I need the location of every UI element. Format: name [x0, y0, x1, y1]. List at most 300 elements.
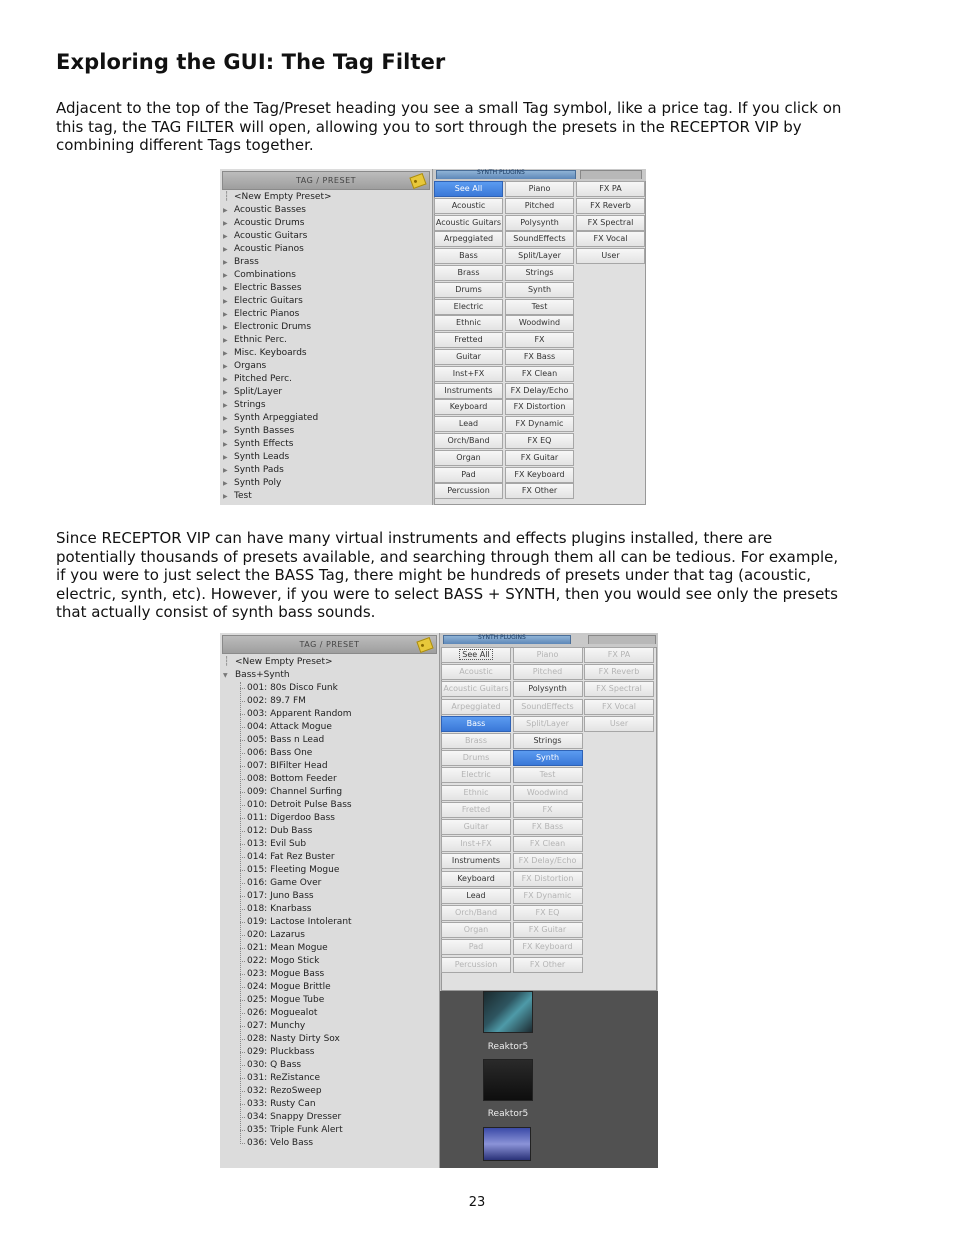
- tag-label: Guitar: [456, 352, 481, 361]
- tag-label: Acoustic Guitars: [443, 684, 509, 694]
- tag-button[interactable]: [513, 664, 583, 680]
- preset-category-item[interactable]: [220, 321, 432, 334]
- tag-label: Test: [539, 770, 556, 780]
- tag-label: FX Spectral: [587, 217, 634, 227]
- tag-button[interactable]: [434, 299, 503, 315]
- tag-label: Inst+FX: [460, 839, 492, 849]
- tag-button[interactable]: [584, 681, 654, 697]
- category-label: Acoustic Guitars: [234, 231, 308, 241]
- tag-filter-icon[interactable]: [416, 637, 433, 653]
- category-label: Electronic Drums: [234, 322, 312, 332]
- preset-category-item[interactable]: [220, 256, 432, 269]
- effects-tab[interactable]: [588, 635, 656, 644]
- tag-label: FX EQ: [527, 436, 552, 445]
- tag-button[interactable]: [513, 767, 583, 783]
- tree-branch-line: [240, 740, 245, 741]
- preset-label: 005: Bass n Lead: [247, 735, 325, 745]
- preset-label: 029: Pluckbass: [247, 1047, 315, 1057]
- tag-label: Electric: [461, 770, 491, 780]
- tree-branch-line: [240, 792, 245, 793]
- preset-category-item[interactable]: [220, 425, 432, 438]
- preset-item[interactable]: [220, 838, 439, 851]
- tag-label: FX Reverb: [590, 200, 631, 210]
- preset-children: [220, 682, 439, 1150]
- item-label: <New Empty Preset>: [235, 657, 333, 667]
- preset-item[interactable]: [220, 1085, 439, 1098]
- preset-label: 012: Dub Bass: [247, 826, 313, 836]
- tag-button[interactable]: [513, 733, 583, 749]
- expand-arrow-icon: ▶: [223, 246, 228, 253]
- effects-tab[interactable]: [580, 170, 642, 179]
- tag-filter-screenshot-1: [220, 169, 646, 505]
- expand-arrow-icon: ▶: [223, 402, 228, 409]
- tag-button[interactable]: [576, 198, 645, 214]
- preset-item[interactable]: [220, 1046, 439, 1059]
- tag-label: Piano: [536, 650, 559, 659]
- tag-button[interactable]: [505, 248, 574, 264]
- tag-button[interactable]: [441, 716, 511, 732]
- tag-button[interactable]: [505, 332, 574, 348]
- tag-label: Drums: [455, 284, 482, 294]
- preset-category-item[interactable]: [220, 269, 432, 282]
- preset-label: 010: Detroit Pulse Bass: [247, 800, 352, 810]
- tag-button[interactable]: [576, 231, 645, 247]
- tag-button[interactable]: [513, 716, 583, 732]
- preset-item[interactable]: [220, 929, 439, 942]
- expand-arrow-icon: ▶: [223, 363, 228, 370]
- preset-category-item[interactable]: [220, 438, 432, 451]
- tag-button[interactable]: [434, 332, 503, 348]
- tag-button[interactable]: [584, 699, 654, 715]
- tree-branch-line: [240, 1026, 245, 1027]
- tree-branch-line: [240, 805, 245, 806]
- tag-label: Pad: [461, 469, 476, 479]
- folder-label: Bass+Synth: [235, 670, 290, 680]
- plugin-label: Reaktor5: [487, 1109, 529, 1119]
- tag-label: Instruments: [444, 385, 493, 395]
- category-label: Synth Basses: [234, 426, 295, 436]
- tag-label: See All: [454, 184, 483, 193]
- tag-button[interactable]: [434, 433, 503, 449]
- reaktor5-thumbnail[interactable]: [483, 1059, 533, 1101]
- tree-branch-line: [240, 1104, 245, 1105]
- tag-button[interactable]: [584, 664, 654, 680]
- tag-button[interactable]: [441, 871, 511, 887]
- tag-button[interactable]: [441, 888, 511, 904]
- tag-button[interactable]: [434, 231, 503, 247]
- preset-label: 004: Attack Mogue: [247, 722, 332, 732]
- tag-label: Polysynth: [528, 684, 567, 694]
- tree-branch-line: [240, 1091, 245, 1092]
- tag-label: Pad: [468, 942, 484, 952]
- preset-item[interactable]: [220, 903, 439, 916]
- tag-button[interactable]: [513, 922, 583, 938]
- preset-label: 017: Juno Bass: [247, 891, 314, 901]
- preset-item[interactable]: [220, 695, 439, 708]
- preset-item[interactable]: [220, 864, 439, 877]
- tag-label: FX Dynamic: [515, 419, 564, 429]
- tag-label: Orch/Band: [454, 908, 498, 917]
- tag-label: FX PA: [599, 184, 622, 193]
- tag-label: Brass: [457, 268, 480, 277]
- tag-label: FX PA: [607, 650, 631, 659]
- new-empty-preset-item[interactable]: [220, 191, 432, 204]
- synth-plugins-tab-label: SYNTH PLUGINS: [477, 169, 525, 176]
- tag-button[interactable]: [441, 750, 511, 766]
- tag-button[interactable]: [584, 716, 654, 732]
- tag-button[interactable]: [505, 450, 574, 466]
- preset-category-item[interactable]: [220, 230, 432, 243]
- tag-button[interactable]: [513, 681, 583, 697]
- new-empty-preset-item[interactable]: [220, 656, 439, 669]
- tree-branch-line: [240, 753, 245, 754]
- expand-arrow-icon: ▶: [223, 259, 228, 266]
- synth-plugins-tab[interactable]: [436, 170, 576, 179]
- preset-category-item[interactable]: [220, 334, 432, 347]
- preset-label: 020: Lazarus: [247, 930, 305, 940]
- tag-button[interactable]: [434, 416, 503, 432]
- tag-button[interactable]: [513, 888, 583, 904]
- preset-category-item[interactable]: [220, 360, 432, 373]
- category-label: Strings: [234, 400, 266, 410]
- preset-category-item[interactable]: [220, 308, 432, 321]
- tree-branch-line: [240, 701, 245, 702]
- tag-button[interactable]: [434, 366, 503, 382]
- preset-item[interactable]: [220, 916, 439, 929]
- tag-label: Split/Layer: [526, 718, 569, 728]
- tree-branch-line: [240, 922, 245, 923]
- tag-button[interactable]: [434, 215, 503, 231]
- preset-item[interactable]: [220, 1137, 439, 1150]
- expand-arrow-icon: ▶: [223, 376, 228, 383]
- tag-button[interactable]: [505, 181, 574, 197]
- tree-branch-line: [240, 909, 245, 910]
- tag-button[interactable]: [434, 265, 503, 281]
- category-label: Electric Basses: [234, 283, 302, 293]
- preset-item[interactable]: [220, 1007, 439, 1020]
- tag-label: FX: [542, 804, 553, 814]
- tag-button[interactable]: [505, 349, 574, 365]
- tag-button[interactable]: [505, 399, 574, 415]
- preset-item[interactable]: [220, 721, 439, 734]
- plugin-thumbnail[interactable]: [483, 1127, 531, 1161]
- tag-label: Guitar: [463, 822, 489, 831]
- tag-button[interactable]: [434, 198, 503, 214]
- tag-button[interactable]: [576, 181, 645, 197]
- tag-button[interactable]: [513, 785, 583, 801]
- tag-preset-panel: [220, 169, 433, 505]
- tag-button[interactable]: [441, 733, 511, 749]
- tag-button[interactable]: [505, 416, 574, 432]
- tag-button[interactable]: [434, 282, 503, 298]
- expand-arrow-icon: ▶: [223, 467, 228, 474]
- tag-label: FX Distortion: [521, 873, 574, 883]
- expand-arrow-icon: ▶: [223, 298, 228, 305]
- preset-category-list: [220, 191, 432, 503]
- tag-button[interactable]: [513, 699, 583, 715]
- preset-label: 023: Mogue Bass: [247, 969, 325, 979]
- tag-button[interactable]: [505, 467, 574, 483]
- preset-item[interactable]: [220, 708, 439, 721]
- preset-item[interactable]: [220, 799, 439, 812]
- tag-label: Organ: [463, 925, 489, 935]
- preset-category-item[interactable]: [220, 490, 432, 503]
- preset-item[interactable]: [220, 1111, 439, 1124]
- tag-button[interactable]: [441, 836, 511, 852]
- category-label: Acoustic Basses: [234, 205, 306, 215]
- preset-category-item[interactable]: [220, 399, 432, 412]
- tag-label: Fretted: [454, 335, 483, 345]
- preset-item[interactable]: [220, 1124, 439, 1137]
- tag-button[interactable]: [434, 483, 503, 499]
- tag-filter-grid-panel: [433, 169, 646, 505]
- tag-button[interactable]: [505, 433, 574, 449]
- tag-button[interactable]: [434, 399, 503, 415]
- expand-arrow-icon: ▶: [223, 428, 228, 435]
- expand-arrow-icon: ▶: [223, 207, 228, 214]
- preset-item[interactable]: [220, 1072, 439, 1085]
- tag-button[interactable]: [505, 366, 574, 382]
- tag-label: Keyboard: [457, 873, 495, 883]
- tag-button[interactable]: [505, 231, 574, 247]
- synth-plugins-tab[interactable]: [443, 635, 571, 644]
- tag-button[interactable]: [434, 383, 503, 399]
- tag-button[interactable]: [513, 905, 583, 921]
- preset-item[interactable]: [220, 890, 439, 903]
- tree-branch-line: [240, 844, 245, 845]
- filtered-preset-list: [220, 656, 439, 1150]
- tag-button[interactable]: [441, 785, 511, 801]
- expand-arrow-icon: ▶: [223, 441, 228, 448]
- tag-filter-grid-panel: [440, 633, 658, 1168]
- tag-button[interactable]: [434, 181, 503, 197]
- tag-button[interactable]: [505, 265, 574, 281]
- preset-item[interactable]: [220, 968, 439, 981]
- preset-item[interactable]: [220, 734, 439, 747]
- preset-item[interactable]: [220, 747, 439, 760]
- tag-button[interactable]: [434, 467, 503, 483]
- tag-button[interactable]: [441, 922, 511, 938]
- category-label: Split/Layer: [234, 387, 283, 397]
- preset-label: 015: Fleeting Mogue: [247, 865, 340, 875]
- tag-label: FX Clean: [521, 368, 558, 378]
- preset-label: 011: Digerdoo Bass: [247, 813, 335, 823]
- tag-label: FX Other: [529, 959, 566, 969]
- tag-button[interactable]: [434, 248, 503, 264]
- preset-label: 035: Triple Funk Alert: [247, 1125, 343, 1135]
- preset-category-item[interactable]: [220, 243, 432, 256]
- preset-category-item[interactable]: [220, 204, 432, 217]
- tag-button[interactable]: [441, 699, 511, 715]
- preset-item[interactable]: [220, 825, 439, 838]
- category-label: Electric Pianos: [234, 309, 300, 319]
- tree-branch-line: [240, 1078, 245, 1079]
- preset-label: 001: 80s Disco Funk: [247, 683, 338, 693]
- tag-button[interactable]: [513, 647, 583, 663]
- tree-branch-line: [240, 1143, 245, 1144]
- preset-category-item[interactable]: [220, 412, 432, 425]
- tag-label: FX Guitar: [520, 452, 559, 462]
- preset-category-item[interactable]: [220, 373, 432, 386]
- tag-preset-header: [222, 635, 437, 654]
- tag-button[interactable]: [434, 349, 503, 365]
- expand-arrow-icon: ▶: [223, 454, 228, 461]
- tag-button[interactable]: [434, 450, 503, 466]
- tag-label: Lead: [458, 419, 479, 429]
- preset-item[interactable]: [220, 1059, 439, 1072]
- tag-button[interactable]: [434, 315, 503, 331]
- preset-item[interactable]: [220, 1098, 439, 1111]
- preset-item[interactable]: [220, 1033, 439, 1046]
- tree-line-icon: ┆: [224, 657, 230, 667]
- preset-label: 033: Rusty Can: [247, 1099, 316, 1109]
- tree-branch-line: [240, 766, 245, 767]
- tag-button[interactable]: [441, 664, 511, 680]
- tag-button[interactable]: [513, 957, 583, 973]
- tag-label: Arpeggiated: [443, 234, 494, 244]
- tag-label: FX: [534, 335, 545, 345]
- tag-button[interactable]: [505, 198, 574, 214]
- page-number: 23: [468, 1195, 486, 1210]
- preset-category-item[interactable]: [220, 477, 432, 490]
- tag-button[interactable]: [576, 248, 645, 264]
- preset-category-item[interactable]: [220, 386, 432, 399]
- tag-button[interactable]: [505, 299, 574, 315]
- tag-label: FX Bass: [523, 352, 556, 361]
- reaktor5-thumbnail[interactable]: [483, 991, 533, 1033]
- tag-label: FX Other: [521, 486, 558, 496]
- tag-button[interactable]: [441, 853, 511, 869]
- preset-item[interactable]: [220, 942, 439, 955]
- preset-category-item[interactable]: [220, 282, 432, 295]
- tag-button[interactable]: [505, 215, 574, 231]
- preset-label: 022: Mogo Stick: [247, 956, 320, 966]
- tag-label: FX Clean: [529, 839, 566, 849]
- tree-branch-line: [240, 1130, 245, 1131]
- tag-label: FX Vocal: [602, 701, 636, 711]
- preset-label: 002: 89.7 FM: [247, 696, 306, 706]
- tree-branch-line: [240, 948, 245, 949]
- category-label: Synth Effects: [234, 439, 294, 449]
- tag-label: FX Delay/Echo: [510, 385, 569, 395]
- preset-label: 003: Apparent Random: [247, 709, 352, 719]
- expand-arrow-icon: ▶: [223, 350, 228, 357]
- preset-item[interactable]: [220, 851, 439, 864]
- tag-button[interactable]: [441, 767, 511, 783]
- tag-button[interactable]: [441, 905, 511, 921]
- tag-button[interactable]: [513, 939, 583, 955]
- tree-branch-line: [240, 974, 245, 975]
- preset-item[interactable]: [220, 994, 439, 1007]
- tree-branch-line: [240, 1000, 245, 1001]
- preset-item[interactable]: [220, 786, 439, 799]
- preset-label: 018: Knarbass: [247, 904, 312, 914]
- expand-arrow-icon: ▶: [223, 389, 228, 396]
- tag-label: SoundEffects: [513, 234, 566, 244]
- preset-item[interactable]: [220, 955, 439, 968]
- category-label: Brass: [234, 257, 259, 267]
- tag-button[interactable]: [584, 647, 654, 663]
- bass-synth-folder[interactable]: [220, 669, 439, 682]
- tree-line-icon: ┆: [224, 192, 230, 202]
- plugin-browser: [440, 991, 658, 1168]
- tag-button[interactable]: [505, 483, 574, 499]
- tag-button[interactable]: [505, 383, 574, 399]
- preset-category-item[interactable]: [220, 464, 432, 477]
- tree-branch-line: [240, 857, 245, 858]
- tag-button[interactable]: [441, 802, 511, 818]
- preset-label: 027: Munchy: [247, 1021, 306, 1031]
- tag-label: Organ: [456, 452, 481, 462]
- tag-label: Bass: [459, 251, 478, 261]
- tag-button[interactable]: [441, 819, 511, 835]
- tag-preset-panel: [220, 633, 440, 1168]
- tag-label: Ethnic: [463, 787, 489, 797]
- tag-button[interactable]: [513, 871, 583, 887]
- preset-label: 013: Evil Sub: [247, 839, 307, 849]
- preset-item[interactable]: [220, 877, 439, 890]
- preset-label: 021: Mean Mogue: [247, 943, 328, 953]
- preset-label: 016: Game Over: [247, 878, 322, 888]
- tag-button[interactable]: [513, 836, 583, 852]
- tag-button[interactable]: [513, 802, 583, 818]
- tag-label: Inst+FX: [452, 368, 485, 378]
- tree-branch-line: [240, 688, 245, 689]
- tag-label: Strings: [525, 268, 554, 277]
- preset-item[interactable]: [220, 682, 439, 695]
- tag-button[interactable]: [505, 282, 574, 298]
- tag-button[interactable]: [441, 681, 511, 697]
- preset-category-item[interactable]: [220, 295, 432, 308]
- preset-label: 007: BIFilter Head: [247, 761, 328, 771]
- category-label: Pitched Perc.: [234, 374, 292, 384]
- preset-category-item[interactable]: [220, 217, 432, 230]
- preset-label: 026: Moguealot: [247, 1008, 318, 1018]
- tag-button[interactable]: [505, 315, 574, 331]
- tag-button[interactable]: [513, 819, 583, 835]
- tag-label: Drums: [462, 753, 490, 763]
- preset-category-item[interactable]: [220, 347, 432, 360]
- preset-item[interactable]: [220, 981, 439, 994]
- expand-arrow-icon: ▶: [223, 285, 228, 292]
- tag-button[interactable]: [441, 647, 511, 663]
- preset-category-item[interactable]: [220, 451, 432, 464]
- tag-button[interactable]: [513, 750, 583, 766]
- preset-item[interactable]: [220, 1020, 439, 1033]
- preset-label: 024: Mogue Brittle: [247, 982, 331, 992]
- tag-filter-icon[interactable]: [409, 173, 426, 189]
- expand-arrow-icon: ▶: [223, 493, 228, 500]
- tag-button[interactable]: [576, 215, 645, 231]
- tag-label: Orch/Band: [447, 436, 490, 445]
- tag-button[interactable]: [513, 853, 583, 869]
- tag-label: User: [609, 718, 629, 728]
- preset-item[interactable]: [220, 812, 439, 825]
- tag-button[interactable]: [441, 939, 511, 955]
- tag-button[interactable]: [441, 957, 511, 973]
- plugin-label: Reaktor5: [487, 1042, 529, 1052]
- tag-label: Fretted: [461, 804, 491, 814]
- tag-label: Electric: [453, 301, 484, 311]
- category-label: Acoustic Drums: [234, 218, 305, 228]
- tag-label: Woodwind: [518, 318, 561, 328]
- preset-item[interactable]: [220, 760, 439, 773]
- tag-label: Pitched: [532, 667, 563, 677]
- tree-branch-line: [240, 961, 245, 962]
- tree-branch-line: [240, 727, 245, 728]
- preset-item[interactable]: [220, 773, 439, 786]
- page-heading: Exploring the GUI: The Tag Filter: [56, 50, 446, 74]
